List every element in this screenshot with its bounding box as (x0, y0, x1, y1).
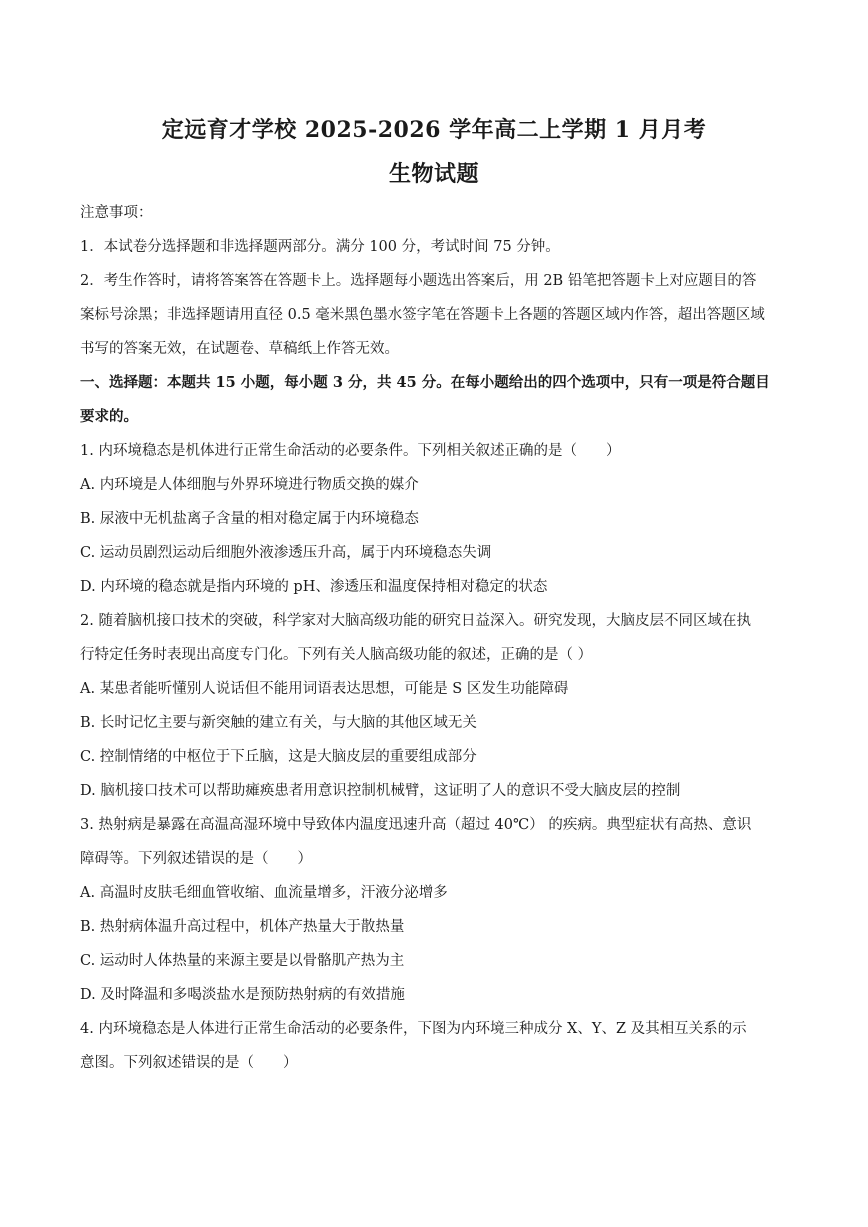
question-1-stem: 1. 内环境稳态是机体进行正常生命活动的必要条件。下列相关叙述正确的是（ ） (80, 443, 621, 459)
question-4-stem-line-1: 4. 内环境稳态是人体进行正常生命活动的必要条件，下图为内环境三种成分 X、Y、Z 及其相互关系的示 (80, 1021, 747, 1037)
question-1-option-c: C. 运动员剧烈运动后细胞外液渗透压升高，属于内环境稳态失调 (80, 545, 492, 561)
question-1-option-a: A. 内环境是人体细胞与外界环境进行物质交换的媒介 (80, 477, 419, 493)
question-3-option-d: D. 及时降温和多喝淡盐水是预防热射病的有效措施 (80, 987, 405, 1003)
question-1-option-d: D. 内环境的稳态就是指内环境的 pH、渗透压和温度保持相对稳定的状态 (80, 579, 548, 595)
notes-item-2-line-1: 2．考生作答时，请将答案答在答题卡上。选择题每小题选出答案后，用 2B 铅笔把答题卡上对应题目的答 (80, 273, 757, 289)
question-3-option-a: A. 高温时皮肤毛细血管收缩、血流量增多，汗液分泌增多 (80, 885, 448, 901)
exam-subtitle: 生物试题 (388, 161, 479, 187)
question-2-option-c: C. 控制情绪的中枢位于下丘脑，这是大脑皮层的重要组成部分 (80, 749, 477, 765)
question-2-stem-line-2: 行特定任务时表现出高度专门化。下列有关人脑高级功能的叙述，正确的是（ ） (80, 647, 593, 663)
question-2-option-d: D. 脑机接口技术可以帮助瘫痪患者用意识控制机械臂，这证明了人的意识不受大脑皮层的控制 (80, 783, 681, 799)
exam-title: 定远育才学校 2025-2026 学年高二上学期 1 月月考 (161, 117, 707, 143)
section-1-heading-line-1: 一、选择题：本题共 15 小题，每小题 3 分，共 45 分。在每小题给出的四个选项中，只有一项是符合题目 (80, 374, 770, 391)
question-3-option-c: C. 运动时人体热量的来源主要是以骨骼肌产热为主 (80, 953, 405, 969)
question-3-option-b: B. 热射病体温升高过程中，机体产热量大于散热量 (80, 919, 405, 935)
question-1-option-b: B. 尿液中无机盐离子含量的相对稳定属于内环境稳态 (80, 511, 419, 527)
notes-heading: 注意事项： (80, 205, 153, 221)
section-1-heading-line-2: 要求的。 (80, 408, 138, 425)
question-3-stem-line-1: 3. 热射病是暴露在高温高湿环境中导致体内温度迅速升高（超过 40℃） 的疾病。典型症状有高热、意识 (80, 817, 752, 833)
question-2-option-a: A. 某患者能听懂别人说话但不能用词语表达思想，可能是 S 区发生功能障碍 (80, 681, 569, 697)
notes-item-2-line-2: 案标号涂黑；非选择题请用直径 0.5 毫米黑色墨水签字笔在答题卡上各题的答题区域内作答，超出答题区域 (80, 307, 765, 323)
question-2-stem-line-1: 2. 随着脑机接口技术的突破，科学家对大脑高级功能的研究日益深入。研究发现，大脑皮层不同区域在执 (80, 613, 751, 629)
notes-item-2-line-3: 书写的答案无效，在试题卷、草稿纸上作答无效。 (80, 341, 399, 357)
question-2-option-b: B. 长时记忆主要与新突触的建立有关，与大脑的其他区域无关 (80, 715, 477, 731)
question-4-stem-line-2: 意图。下列叙述错误的是（ ） (80, 1055, 298, 1071)
notes-item-1: 1．本试卷分选择题和非选择题两部分。满分 100 分，考试时间 75 分钟。 (80, 239, 560, 255)
question-3-stem-line-2: 障碍等。下列叙述错误的是（ ） (80, 851, 312, 867)
